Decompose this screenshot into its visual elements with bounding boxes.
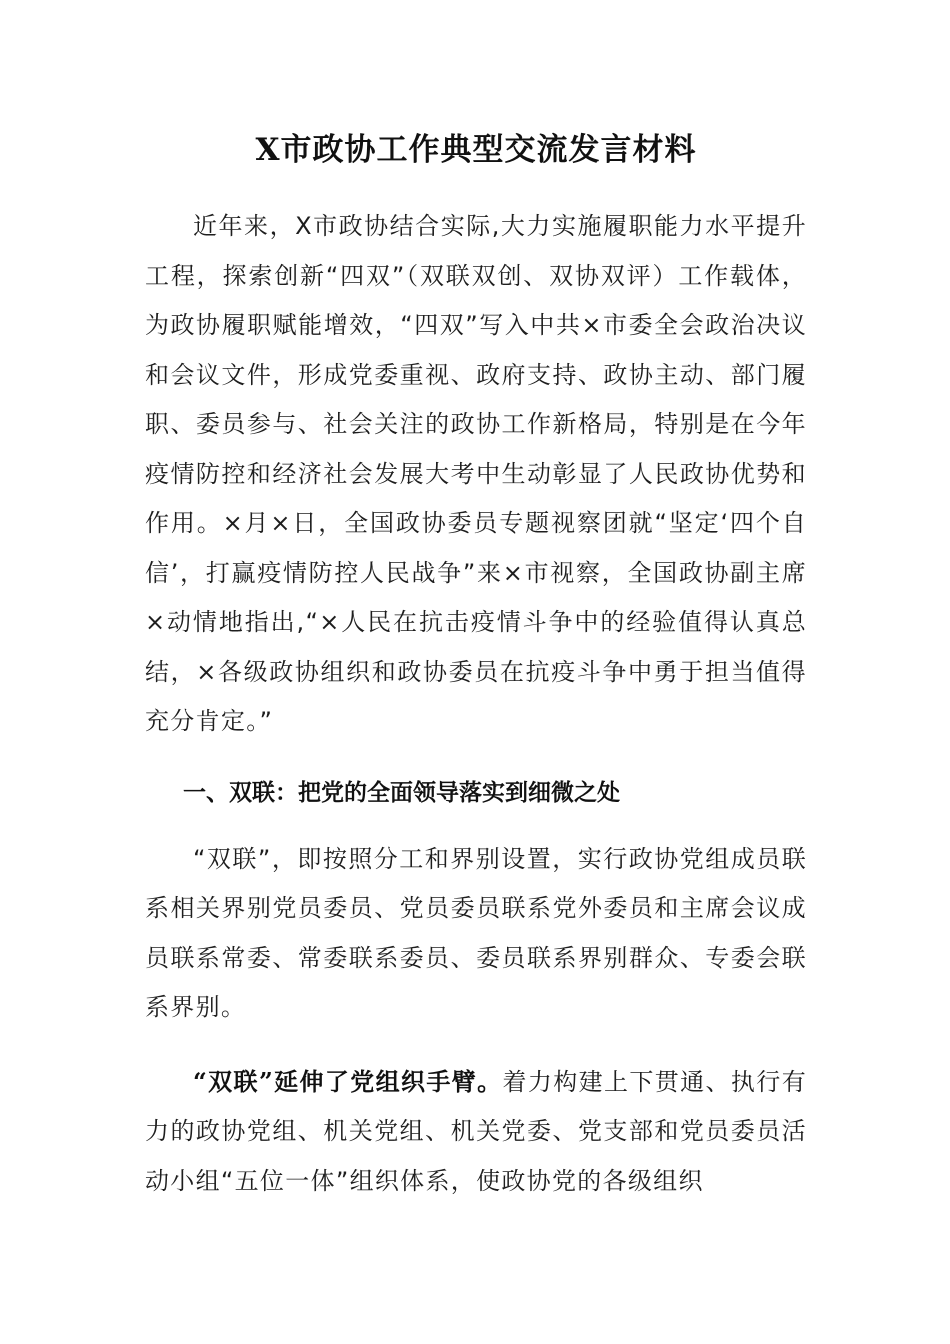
document-title: X市政协工作典型交流发言材料 xyxy=(255,132,697,168)
document-body xyxy=(145,122,807,1206)
paragraph-gap xyxy=(145,1033,807,1057)
section-paragraph: “双联”，即按照分工和界别设置，实行政协党组成员联系相关界别党员委员、党员委员联系党外委员和主席会议成员联系常委、常委联系委员、委员联系界别群众、专委会联系界别。 xyxy=(145,844,807,1021)
paragraph-body-text: 着力构建上下贯通、执行有力的政协党组、机关党组、机关党委、党支部和党员委员活动小组“五位一体”组织体系，使政协党的各级组织 xyxy=(145,1067,807,1195)
section-paragraph-2 xyxy=(145,1057,807,1207)
paragraph-lead-phrase: “双联”延伸了党组织手臂。 xyxy=(193,1066,503,1096)
section-heading: 一、双联：把党的全面领导落实到细微之处 xyxy=(182,779,620,806)
intro-paragraph: 近年来，X市政协结合实际,大力实施履职能力水平提升工程，探索创新“四双”（双联双创、双协双评）工作载体，为政协履职赋能增效，“四双”写入中共×市委全会政治决议和会议文件，形成党委重视、政府支持、政协主动、部门履职、委员参与、社会关注的政协工作新格局，特别是在今年疫情防控和经济社会发展大考中生动彰显了人民政协优势和作用。×月×日，全国政协委员专题视察团就“坚定‘四个自信’，打赢疫情防控人民战争”来×市视察，全国政协副主席×动情地指出,“×人民在抗击疫情斗争中的经验值得认真总结，×各级政协组织和政协委员在抗疫斗争中勇于担当值得充分肯定。” xyxy=(145,212,807,735)
